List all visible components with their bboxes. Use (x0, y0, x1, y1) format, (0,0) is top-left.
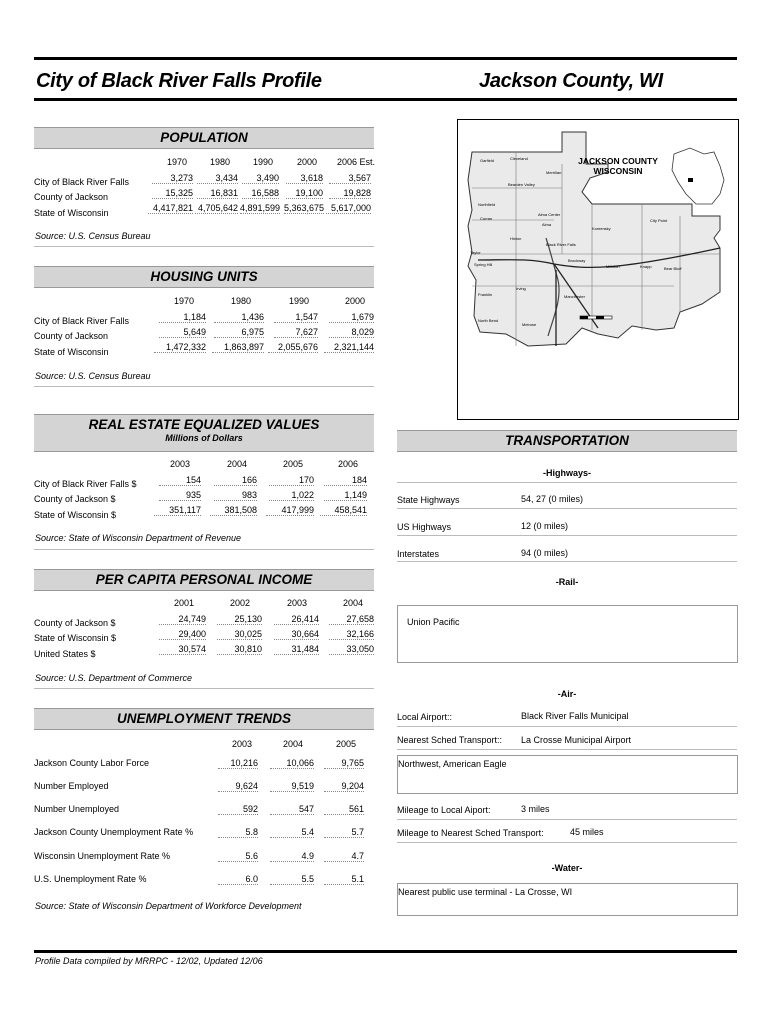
housing-header (34, 266, 374, 288)
housing-cell: 6,975 (214, 327, 264, 338)
income-cell: 29,400 (159, 629, 206, 640)
realestate-cell: 351,117 (154, 505, 201, 516)
housing-cell: 2,055,676 (268, 342, 318, 353)
unemployment-cell: 5.5 (270, 874, 314, 885)
pop-year: 1990 (252, 157, 274, 167)
map-place-label: Black River Falls (546, 242, 576, 247)
realestate-row-label: State of Wisconsin $ (34, 510, 117, 520)
transportation-header (397, 430, 737, 452)
top-rule (34, 57, 737, 60)
air-heading: -Air- (557, 689, 577, 699)
pop-cell: 19,100 (286, 188, 323, 199)
income-year: 2003 (286, 598, 308, 608)
housing-cell: 5,649 (159, 327, 206, 338)
map-place-label: Merrillan (546, 170, 562, 175)
realestate-header (34, 414, 374, 452)
mileage-local-value: 3 miles (521, 804, 550, 814)
unemployment-row-label: Jackson County Labor Force (34, 758, 150, 768)
housing-cell: 1,863,897 (212, 342, 264, 353)
income-cell: 24,749 (159, 614, 206, 625)
realestate-row-label: City of Black River Falls $ (34, 479, 137, 489)
sched-transport-label: Nearest Sched Transport:: (397, 735, 503, 745)
rail-box (397, 605, 738, 663)
realestate-cell: 154 (159, 475, 201, 486)
income-row-label: United States $ (34, 649, 96, 659)
pop-cell: 3,273 (152, 173, 193, 184)
housing-source: Source: U.S. Census Bureau (35, 371, 151, 381)
title-rule (34, 98, 737, 101)
unemployment-cell: 5.8 (218, 827, 258, 838)
unemployment-cell: 5.7 (324, 827, 364, 838)
airlines-box (397, 755, 738, 794)
unemployment-row-label: Number Employed (34, 781, 109, 791)
pop-year: 2000 (296, 157, 318, 167)
map-place-label: Alma Center (538, 212, 561, 217)
map-title: JACKSON COUNTY (578, 156, 658, 166)
housing-cell: 1,472,332 (154, 342, 206, 353)
rail-heading: -Rail- (555, 577, 579, 587)
airlines-value: Northwest, American Eagle (398, 759, 507, 769)
realestate-cell: 381,508 (210, 505, 257, 516)
income-header (34, 569, 374, 591)
unemployment-row-label: Jackson County Unemployment Rate % (34, 827, 194, 837)
map-place-label: City Point (650, 218, 668, 223)
map-place-label: Alma (542, 222, 552, 227)
housing-year: 1980 (230, 296, 252, 306)
pop-year: 1970 (166, 157, 188, 167)
income-year: 2004 (342, 598, 364, 608)
map-place-label: Northfield (478, 202, 496, 207)
pop-row-label: City of Black River Falls (34, 177, 130, 187)
unemployment-cell: 561 (324, 804, 364, 815)
housing-cell: 1,184 (159, 312, 206, 323)
unemployment-cell: 5.4 (270, 827, 314, 838)
map-place-label: Komensky (592, 226, 611, 231)
income-year: 2001 (173, 598, 195, 608)
unemployment-cell: 6.0 (218, 874, 258, 885)
unemployment-year: 2004 (282, 739, 304, 749)
section-divider (397, 535, 737, 536)
map-place-label: Bear Bluff (664, 266, 682, 271)
unemployment-source: Source: State of Wisconsin Department of Workforce Development (35, 901, 302, 911)
unemployment-cell: 4.7 (324, 851, 364, 862)
pop-year: 1980 (209, 157, 231, 167)
section-divider (397, 749, 737, 750)
income-cell: 33,050 (329, 644, 374, 655)
pop-cell: 5,363,675 (284, 203, 325, 213)
map-subtitle: WISCONSIN (593, 166, 643, 176)
pop-cell: 19,828 (329, 188, 371, 199)
section-divider (34, 549, 374, 550)
map-place-label: Hixton (510, 236, 522, 241)
map-place-label: Knapp (640, 264, 652, 269)
unemployment-title: UNEMPLOYMENT TRENDS (116, 711, 291, 726)
pop-row-label: County of Jackson (34, 192, 109, 202)
wisconsin-inset (672, 148, 724, 204)
water-heading: -Water- (551, 863, 583, 873)
income-cell: 30,025 (217, 629, 262, 640)
population-title: POPULATION (160, 130, 248, 145)
section-divider (397, 842, 737, 843)
realestate-row-label: County of Jackson $ (34, 494, 116, 504)
realestate-source: Source: State of Wisconsin Department of Revenue (35, 533, 242, 543)
pop-cell: 3,434 (197, 173, 238, 184)
state-highways-label: State Highways (397, 495, 460, 505)
map-place-label: Cleveland (510, 156, 528, 161)
unemployment-cell: 547 (270, 804, 314, 815)
income-cell: 30,664 (274, 629, 319, 640)
realestate-year: 2005 (282, 459, 304, 469)
section-divider (34, 386, 374, 387)
local-airport-value: Black River Falls Municipal (521, 711, 629, 721)
income-row-label: County of Jackson $ (34, 618, 116, 628)
county-title: Jackson County, WI (479, 70, 663, 92)
unemployment-cell: 5.6 (218, 851, 258, 862)
unemployment-row-label: Wisconsin Unemployment Rate % (34, 851, 171, 861)
highways-heading: -Highways- (542, 468, 591, 478)
unemployment-row-label: U.S. Unemployment Rate % (34, 874, 147, 884)
mileage-sched-value: 45 miles (570, 827, 604, 837)
housing-cell: 2,321,144 (324, 342, 374, 353)
footer-note: Profile Data compiled by MRRPC - 12/02, Updated 12/06 (35, 956, 263, 966)
water-box (397, 883, 738, 916)
housing-year: 2000 (344, 296, 366, 306)
unemployment-cell: 9,204 (324, 781, 364, 792)
section-divider (397, 561, 737, 562)
mileage-sched-label: Mileage to Nearest Sched Transport: (397, 828, 544, 838)
us-highways-value: 12 (0 miles) (521, 521, 569, 531)
pop-cell: 16,588 (242, 188, 279, 199)
pop-cell: 15,325 (152, 188, 193, 199)
income-source: Source: U.S. Department of Commerce (35, 673, 193, 683)
pop-cell: 4,705,642 (195, 203, 238, 214)
water-value: Nearest public use terminal - La Crosse, WI (398, 887, 573, 897)
realestate-year: 2003 (169, 459, 191, 469)
income-cell: 25,130 (217, 614, 262, 625)
county-map (457, 119, 739, 420)
transportation-title: TRANSPORTATION (505, 433, 629, 448)
bottom-rule (34, 950, 737, 953)
realestate-subtitle: Millions of Dollars (165, 433, 243, 443)
section-divider (34, 688, 374, 689)
realestate-cell: 417,999 (266, 505, 314, 516)
realestate-title: REAL ESTATE EQUALIZED VALUES (88, 417, 320, 432)
housing-cell: 7,627 (274, 327, 318, 338)
interstates-value: 94 (0 miles) (521, 548, 569, 558)
unemployment-year: 2005 (335, 739, 357, 749)
housing-cell: 1,547 (274, 312, 318, 323)
unemployment-cell: 10,066 (270, 758, 314, 769)
housing-cell: 1,679 (329, 312, 374, 323)
housing-title: HOUSING UNITS (150, 269, 258, 284)
realestate-year: 2004 (226, 459, 248, 469)
income-year: 2002 (229, 598, 251, 608)
housing-row-label: City of Black River Falls (34, 316, 130, 326)
section-divider (397, 819, 737, 820)
page-title: City of Black River Falls Profile (36, 70, 322, 92)
housing-year: 1990 (288, 296, 310, 306)
income-cell: 32,166 (329, 629, 374, 640)
housing-row-label: State of Wisconsin (34, 347, 109, 357)
income-cell: 30,574 (159, 644, 206, 655)
section-divider (397, 482, 737, 483)
pop-cell: 4,891,599 (240, 203, 281, 213)
pop-cell: 3,618 (286, 173, 323, 184)
map-place-label: Bearden Valley (508, 182, 535, 187)
realestate-cell: 935 (159, 490, 201, 501)
map-place-label: North Bend (478, 318, 499, 323)
pop-year: 2006 Est. (336, 157, 376, 167)
unemployment-cell: 10,216 (218, 758, 258, 769)
unemployment-year: 2003 (231, 739, 253, 749)
sched-transport-value: La Crosse Municipal Airport (521, 735, 632, 745)
housing-year: 1970 (173, 296, 195, 306)
us-highways-label: US Highways (397, 522, 452, 532)
realestate-cell: 1,149 (324, 490, 367, 501)
map-place-label: Garfield (480, 158, 495, 163)
income-title: PER CAPITA PERSONAL INCOME (95, 572, 313, 587)
unemployment-cell: 5.1 (324, 874, 364, 885)
realestate-cell: 184 (324, 475, 367, 486)
unemployment-header (34, 708, 374, 730)
unemployment-cell: 592 (218, 804, 258, 815)
section-divider (34, 246, 374, 247)
unemployment-cell: 4.9 (270, 851, 314, 862)
pop-cell: 4,417,821 (148, 203, 193, 214)
pop-cell: 16,831 (197, 188, 238, 199)
mileage-local-label: Mileage to Local Aiport: (397, 805, 491, 815)
pop-row-label: State of Wisconsin (34, 208, 109, 218)
income-cell: 27,658 (329, 614, 374, 625)
unemployment-row-label: Number Unemployed (34, 804, 120, 814)
map-place-label: Curran (480, 216, 493, 221)
unemployment-cell: 9,765 (324, 758, 364, 769)
income-cell: 30,810 (217, 644, 262, 655)
income-cell: 26,414 (274, 614, 319, 625)
realestate-cell: 1,022 (269, 490, 314, 501)
pop-cell: 3,567 (329, 173, 371, 184)
realestate-cell: 983 (214, 490, 257, 501)
housing-cell: 1,436 (214, 312, 264, 323)
section-divider (397, 726, 737, 727)
unemployment-cell: 9,624 (218, 781, 258, 792)
pop-cell: 5,617,000 (326, 203, 371, 214)
population-source: Source: U.S. Census Bureau (35, 231, 151, 241)
pop-cell: 3,490 (242, 173, 279, 184)
map-place-label: Spring Hill (474, 262, 493, 267)
interstates-label: Interstates (397, 549, 440, 559)
realestate-cell: 170 (269, 475, 314, 486)
income-cell: 31,484 (274, 644, 319, 655)
realestate-cell: 458,541 (320, 505, 367, 516)
map-place-label: Melrose (522, 322, 537, 327)
section-divider (397, 508, 737, 509)
rail-value: Union Pacific (407, 617, 460, 627)
unemployment-cell: 9,519 (270, 781, 314, 792)
housing-cell: 8,029 (329, 327, 374, 338)
map-place-label: Irving (516, 286, 526, 291)
local-airport-label: Local Airport:: (397, 712, 453, 722)
map-place-label: Manchester (564, 294, 585, 299)
map-place-label: Franklin (478, 292, 493, 297)
population-header (34, 127, 374, 149)
housing-row-label: County of Jackson (34, 331, 109, 341)
map-place-label: Brockway (568, 258, 586, 263)
realestate-cell: 166 (214, 475, 257, 486)
income-row-label: State of Wisconsin $ (34, 633, 117, 643)
realestate-year: 2006 (337, 459, 359, 469)
state-highways-value: 54, 27 (0 miles) (521, 494, 584, 504)
county-map-graphic (458, 120, 738, 419)
map-place-label: Taylor (470, 250, 481, 255)
map-scale-bar (580, 316, 612, 319)
map-place-label: Millston (606, 264, 620, 269)
